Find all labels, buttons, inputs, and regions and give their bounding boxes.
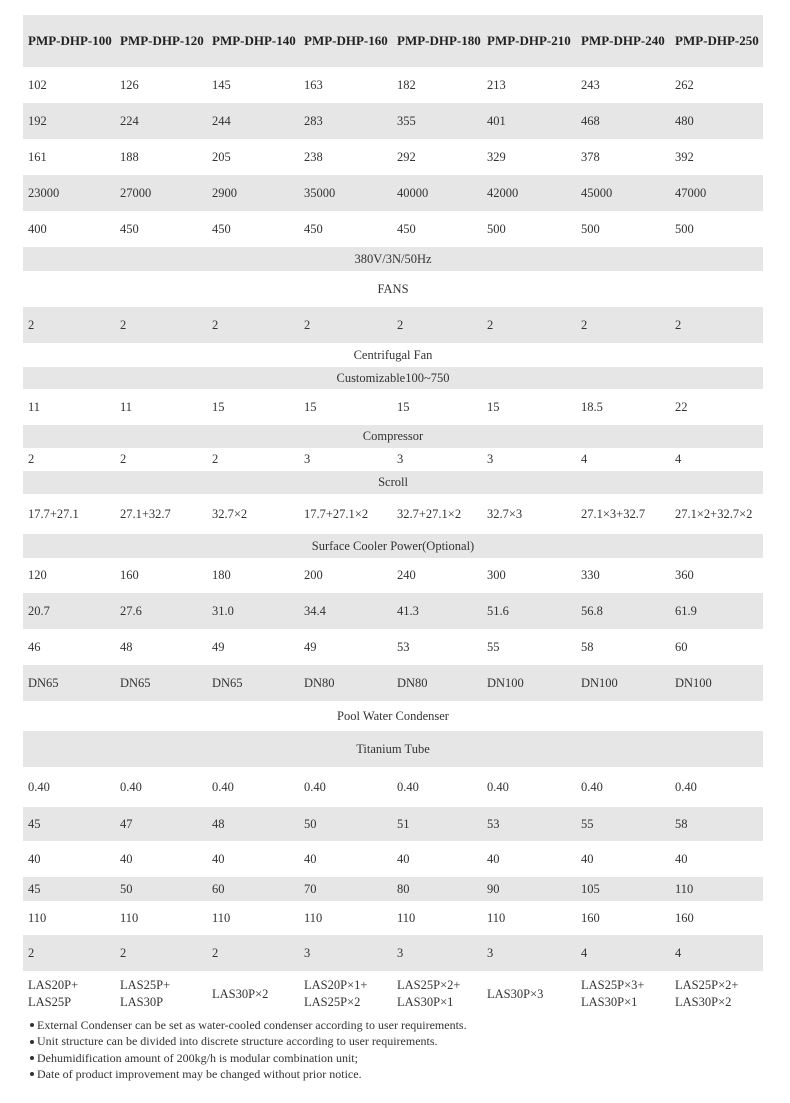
table-row: [23, 971, 763, 1017]
fans-label: FANS: [377, 281, 409, 296]
table-cell: 2: [120, 317, 127, 332]
table-cell: DN65: [212, 675, 243, 690]
table-cell: 450: [304, 221, 323, 236]
table-cell: [576, 971, 670, 1017]
table-cell: 58: [581, 639, 594, 654]
table-cell: 40000: [397, 185, 429, 200]
table-cell: 0.40: [212, 779, 234, 794]
table-cell: 360: [675, 568, 694, 582]
header-cell: PMP-DHP-250: [675, 33, 759, 48]
table-cell: 283: [304, 113, 323, 128]
table-cell: 450: [212, 221, 231, 236]
header-cell: PMP-DHP-120: [120, 33, 204, 48]
table-cell: 35000: [304, 185, 336, 200]
table-cell: [299, 971, 392, 1017]
table-cell: 32.7+27.1×2: [397, 506, 462, 521]
table-cell: 45: [28, 881, 41, 896]
table-row: [23, 901, 763, 935]
table-row: [23, 103, 763, 139]
cell-line: LAS30P: [120, 995, 164, 1009]
table-cell: 262: [675, 77, 694, 92]
table-cell: 0.40: [581, 779, 603, 794]
merged-row: [23, 425, 763, 448]
table-cell: 102: [28, 77, 47, 92]
cell-line: LAS30P×3: [487, 986, 544, 1001]
cell-line: LAS25P×2: [304, 995, 361, 1009]
table-cell: 2: [28, 452, 35, 466]
table-cell: 292: [397, 149, 416, 164]
table-cell: 120: [28, 568, 47, 582]
table-cell: 27.1×3+32.7: [581, 506, 646, 521]
table-cell: 56.8: [581, 603, 603, 618]
cell-line: LAS20P+: [28, 978, 79, 992]
table-cell: 11: [28, 399, 41, 414]
table-cell: 2: [212, 452, 219, 466]
table-cell: DN65: [28, 675, 59, 690]
table-cell: 51.6: [487, 603, 509, 618]
table-row: [23, 67, 763, 103]
table-cell: 15: [487, 399, 500, 414]
table-row: [23, 139, 763, 175]
table-cell: 240: [397, 568, 416, 582]
table-cell: DN100: [675, 675, 712, 690]
table-cell: 0.40: [28, 779, 50, 794]
merged-row: [23, 247, 763, 271]
table-cell: 60: [212, 881, 225, 896]
table-cell: 480: [675, 113, 694, 128]
table-cell: DN100: [581, 675, 618, 690]
bullet-icon: [30, 1040, 34, 1044]
table-cell: 40: [212, 851, 225, 866]
table-cell: 160: [675, 910, 694, 925]
table-cell: 450: [120, 221, 139, 236]
cell-line: LAS25P×3+: [581, 978, 645, 992]
spec-table: [23, 15, 763, 1017]
table-cell: 243: [581, 77, 600, 92]
table-cell: 3: [397, 945, 404, 960]
table-cell: 2: [675, 317, 682, 332]
table-cell: 34.4: [304, 603, 326, 618]
bullet-icon: [30, 1023, 34, 1027]
header-cell: PMP-DHP-100: [28, 33, 112, 48]
cell-line: LAS30P×2: [212, 986, 269, 1001]
cell-line: LAS25P×2+: [675, 978, 739, 992]
header-cell: PMP-DHP-160: [304, 33, 388, 48]
table-cell: 40: [120, 851, 133, 866]
table-cell: 27.1+32.7: [120, 506, 171, 521]
table-row: [23, 448, 763, 471]
table-cell: 238: [304, 149, 323, 164]
table-cell: 2: [581, 317, 588, 332]
power-supply-label: 380V/3N/50Hz: [354, 251, 432, 266]
table-cell: 2: [120, 452, 127, 466]
cell-line: LAS20P×1+: [304, 978, 368, 992]
table-cell: 70: [304, 881, 317, 896]
table-cell: 400: [28, 221, 47, 236]
cell-line: LAS25P+: [120, 978, 171, 992]
table-cell: 110: [212, 910, 231, 925]
table-cell: DN100: [487, 675, 524, 690]
table-cell: 105: [581, 881, 600, 896]
table-row: [23, 593, 763, 629]
table-cell: 40: [675, 851, 688, 866]
table-row: [23, 175, 763, 211]
table-row: [23, 935, 763, 971]
merged-row: [23, 731, 763, 767]
table-cell: 49: [304, 639, 317, 654]
table-cell: 48: [212, 816, 225, 831]
table-cell: 32.7×2: [212, 506, 248, 521]
table-cell: 2: [397, 317, 404, 332]
table-cell: 46: [28, 639, 41, 654]
table-cell: 22: [675, 399, 688, 414]
table-cell: 58: [675, 816, 688, 831]
compressor-label: Compressor: [362, 429, 424, 443]
table-cell: 0.40: [675, 779, 697, 794]
table-cell: 244: [212, 113, 231, 128]
table-cell: 182: [397, 77, 416, 92]
surface-cooler-label: Surface Cooler Power(Optional): [311, 538, 475, 553]
table-cell: 2: [212, 317, 219, 332]
cell-line: LAS25P×2+: [397, 978, 461, 992]
table-cell: 500: [675, 221, 694, 236]
note-text: External Condenser can be set as water-cooled condenser according to user requirements.: [37, 1018, 467, 1032]
table-cell: 110: [675, 881, 694, 896]
table-cell: 3: [487, 945, 494, 960]
table-cell: 53: [487, 816, 500, 831]
table-cell: 180: [212, 568, 231, 582]
scroll-label: Scroll: [378, 475, 408, 489]
table-cell: 17.7+27.1×2: [304, 506, 369, 521]
table-row: [23, 211, 763, 247]
table-cell: 47000: [675, 185, 707, 200]
table-cell: 49: [212, 639, 225, 654]
table-cell: 18.5: [581, 399, 603, 414]
table-cell: 110: [397, 910, 416, 925]
table-cell: 500: [581, 221, 600, 236]
table-cell: 32.7×3: [487, 506, 523, 521]
table-cell: 2: [28, 317, 35, 332]
table-cell: 0.40: [304, 779, 326, 794]
table-cell: 2: [120, 945, 127, 960]
table-cell: 329: [487, 149, 506, 164]
table-cell: 40: [304, 851, 317, 866]
table-cell: 392: [675, 149, 694, 164]
table-cell: 145: [212, 77, 231, 92]
table-cell: 40: [487, 851, 500, 866]
merged-row: [23, 367, 763, 389]
table-cell: 500: [487, 221, 506, 236]
table-cell: 126: [120, 77, 139, 92]
table-row: [23, 389, 763, 425]
table-cell: 3: [397, 452, 404, 466]
table-cell: 55: [487, 639, 500, 654]
table-cell: 188: [120, 149, 139, 164]
table-cell: 0.40: [397, 779, 419, 794]
table-header-row: [23, 15, 763, 67]
table-row: [23, 841, 763, 877]
table-cell: 45000: [581, 185, 613, 200]
note-item: [30, 1050, 467, 1066]
table-row: [23, 307, 763, 343]
table-row: [23, 665, 763, 701]
note-text: Unit structure can be divided into discrete structure according to user requirements.: [37, 1034, 438, 1049]
table-cell: [23, 971, 115, 1017]
table-cell: 17.7+27.1: [28, 506, 79, 521]
table-cell: 40: [28, 851, 41, 866]
table-cell: 51: [397, 816, 410, 831]
table-cell: 110: [304, 910, 323, 925]
table-cell: 50: [304, 816, 317, 831]
table-cell: 378: [581, 149, 600, 164]
table-cell: 41.3: [397, 603, 419, 618]
table-cell: 2: [304, 317, 311, 332]
table-cell: 53: [397, 639, 410, 654]
table-cell: 468: [581, 113, 600, 128]
merged-row: [23, 271, 763, 307]
fan-type-label: Centrifugal Fan: [353, 347, 433, 362]
merged-row: [23, 343, 763, 367]
table-cell: 15: [397, 399, 410, 414]
table-cell: 42000: [487, 185, 519, 200]
table-cell: 60: [675, 639, 688, 654]
table-cell: 27000: [120, 185, 152, 200]
table-cell: 47: [120, 816, 133, 831]
header-cell: PMP-DHP-240: [581, 33, 665, 48]
note-item: [30, 1066, 467, 1082]
note-item: [30, 1017, 467, 1033]
table-cell: 2: [487, 317, 494, 332]
table-cell: 61.9: [675, 603, 697, 618]
table-cell: 110: [120, 910, 139, 925]
header-cell: PMP-DHP-180: [397, 33, 481, 48]
table-row: [23, 767, 763, 807]
table-cell: DN80: [304, 675, 335, 690]
table-cell: 192: [28, 113, 47, 128]
table-cell: 27.6: [120, 603, 142, 618]
table-row: [23, 807, 763, 841]
table-cell: 3: [487, 452, 494, 466]
table-row: [23, 558, 763, 593]
table-cell: DN65: [120, 675, 151, 690]
table-row: [23, 629, 763, 665]
table-cell: 2: [28, 945, 35, 960]
table-cell: 161: [28, 149, 47, 164]
customizable-label: Customizable100~750: [336, 370, 450, 385]
note-text: Date of product improvement may be changed without prior notice.: [37, 1066, 362, 1081]
table-row: [23, 877, 763, 901]
table-cell: 2: [212, 945, 219, 960]
table-cell: 0.40: [487, 779, 509, 794]
table-cell: 4: [675, 452, 682, 466]
table-row: [23, 494, 763, 534]
table-cell: 355: [397, 113, 416, 128]
table-cell: 4: [581, 452, 588, 466]
table-cell: 2900: [212, 185, 237, 200]
note-text: Dehumidification amount of 200kg/h is modular combination unit;: [37, 1050, 358, 1065]
pool-condenser-label: Pool Water Condenser: [337, 708, 449, 723]
table-cell: 31.0: [212, 603, 234, 618]
table-cell: 160: [120, 568, 139, 582]
table-cell: 23000: [28, 185, 60, 200]
table-cell: 11: [120, 399, 133, 414]
table-cell: [207, 971, 299, 1017]
table-cell: 450: [397, 221, 416, 236]
table-cell: [115, 971, 207, 1017]
titanium-tube-label: Titanium Tube: [356, 741, 430, 756]
table-cell: 27.1×2+32.7×2: [675, 506, 753, 521]
cell-line: LAS30P×1: [397, 995, 454, 1009]
table-cell: DN80: [397, 675, 428, 690]
table-cell: 330: [581, 568, 600, 582]
table-cell: 40: [581, 851, 594, 866]
table-cell: 0.40: [120, 779, 142, 794]
table-cell: 55: [581, 816, 594, 831]
table-cell: 300: [487, 568, 506, 582]
table-cell: 90: [487, 881, 500, 896]
table-cell: 160: [581, 910, 600, 925]
table-cell: 3: [304, 452, 311, 466]
merged-row: [23, 534, 763, 558]
table-cell: 45: [28, 816, 41, 831]
table-cell: 224: [120, 113, 139, 128]
bullet-icon: [30, 1056, 34, 1060]
table-cell: 48: [120, 639, 133, 654]
table-cell: 15: [212, 399, 225, 414]
table-cell: 20.7: [28, 603, 50, 618]
table-cell: 200: [304, 568, 323, 582]
table-cell: [482, 971, 576, 1017]
cell-line: LAS30P×2: [675, 995, 732, 1009]
table-cell: 4: [581, 945, 588, 960]
merged-row: [23, 471, 763, 494]
header-cell: PMP-DHP-140: [212, 33, 296, 48]
table-cell: 110: [28, 910, 47, 925]
table-cell: 4: [675, 945, 682, 960]
table-cell: 80: [397, 881, 410, 896]
table-cell: 50: [120, 881, 133, 896]
table-cell: 3: [304, 945, 311, 960]
table-cell: 40: [397, 851, 410, 866]
cell-line: LAS25P: [28, 995, 72, 1009]
bullet-icon: [30, 1072, 34, 1076]
table-cell: 110: [487, 910, 506, 925]
merged-row: [23, 701, 763, 731]
cell-line: LAS30P×1: [581, 995, 638, 1009]
table-cell: 163: [304, 77, 323, 92]
table-cell: 213: [487, 77, 506, 92]
table-cell: [392, 971, 482, 1017]
footnotes: [30, 1017, 467, 1082]
header-cell: PMP-DHP-210: [487, 33, 571, 48]
note-item: [30, 1033, 467, 1049]
table-cell: [670, 971, 763, 1017]
table-cell: 401: [487, 113, 506, 128]
table-cell: 15: [304, 399, 317, 414]
table-cell: 205: [212, 149, 231, 164]
